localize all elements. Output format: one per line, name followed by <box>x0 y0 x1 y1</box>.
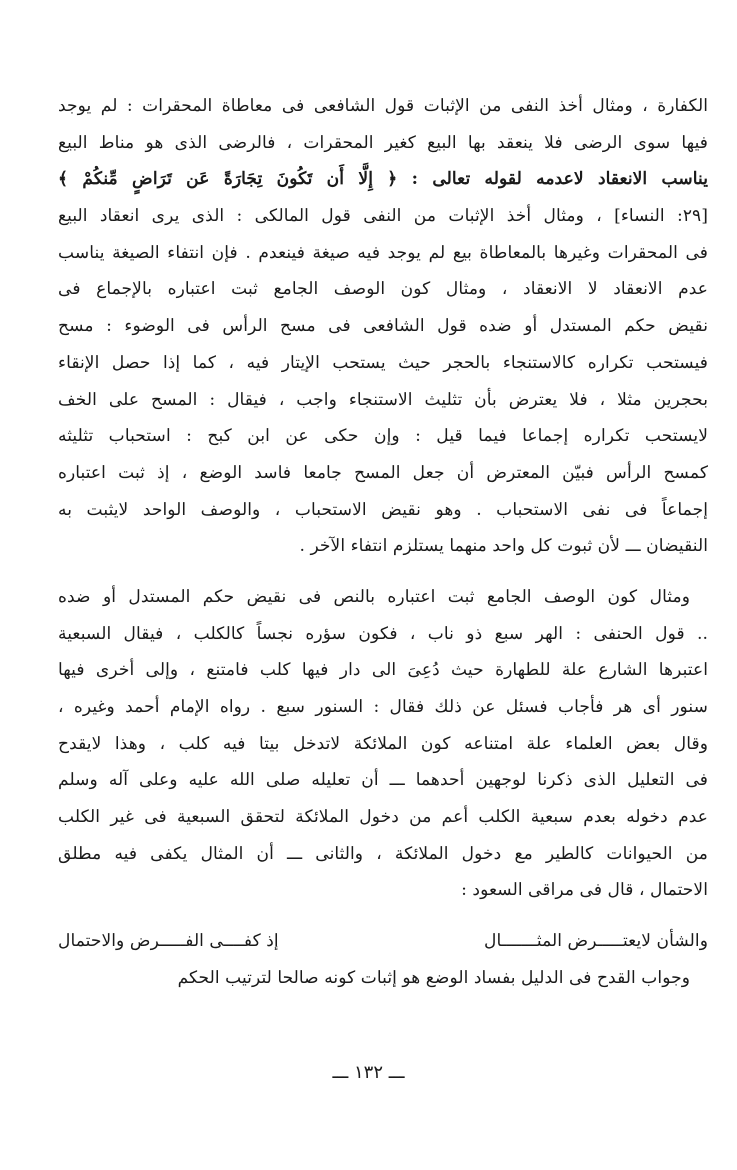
text-line: فى التعليل الذى ذكرنا لوجهين أحدهما ـــ أن تعليله صلى الله عليه وعلى آله وسلم <box>58 770 708 791</box>
text-line: الكفارة ، ومثال أخذ النفى من الإثبات قول الشافعى فى معاطاة المحقرات : لم يوجد <box>58 96 708 116</box>
text-line: الاحتمال ، قال فى مراقى السعود : <box>461 880 708 901</box>
text-line: وقال بعض العلماء علة امتناعه كون الملائكة لاتدخل بيتا فيه كلب ، وهذا لايقدح <box>58 733 708 754</box>
page-body <box>58 88 708 1098</box>
text-line: نقيض حكم المستدل أو ضده قول الشافعى فى مسح الرأس فى الوضوء : مسح <box>58 316 708 337</box>
paragraph-gap <box>58 565 708 579</box>
text-line: ومثال كون الوصف الجامع ثبت اعتباره بالنص فى نقيض حكم المستدل أو ضده <box>58 586 690 607</box>
text-line: لايستحب تكراره إجماعا فيما قيل : وإن حكى عن ابن كبح : استحباب تثليثه <box>58 426 708 447</box>
verse-first-hemistich: والشأن لايعتـــــرض المثـــــــال <box>483 931 708 952</box>
page-number: ـــ ١٣٢ ـــ <box>332 1062 405 1083</box>
text-line: فيها سوى الرضى فلا ينعقد بها البيع كغير المحقرات ، فالرضى الذى هو مناط البيع <box>58 132 708 153</box>
closing-line: وجواب القدح فى الدليل بفساد الوضع هو إثبات كونه صالحا لترتيب الحكم <box>177 967 690 988</box>
paragraph-gap <box>58 909 708 923</box>
text-line: اعتبرها الشارع علة للطهارة حيث دُعِىَ الى دار فيها كلب فامتنع ، وإلى أخرى فيها <box>58 660 708 681</box>
text-line: فيستحب تكراره كالاستنجاء بالحجر حيث يستحب الإيتار فيه ، كما إذا حصل الإنقاء <box>58 352 708 373</box>
paragraph-2 <box>58 579 708 909</box>
text-line: إجماعاً فى نفى الاستحباب . وهو نقيض الاستحباب ، والوصف الواحد لايثبت به <box>58 499 708 520</box>
text-line: .. قول الحنفى : الهر سبع ذو ناب ، فكون سؤره نجساً كالكلب ، فيقال السبعية <box>58 623 708 644</box>
text-line: عدم الانعقاد لا الانعقاد ، ومثال كون الوصف الجامع ثبت اعتباره بالإجماع فى <box>58 279 708 300</box>
paragraph-1 <box>58 88 708 565</box>
text-line: عدم دخوله بعدم سبعية الكلب أعم من دخول الملائكة لتحقق السبعية فى غير الكلب <box>58 807 708 828</box>
text-line: [٢٩: النساء] ، ومثال أخذ الإثبات من النفى قول المالكى : الذى يرى انعقاد البيع <box>58 206 708 227</box>
text-line: سنور أى هر فأجاب فسئل عن ذلك فقال : السنور سبع . رواه الإمام أحمد وغيره ، <box>58 697 708 717</box>
text-line: بحجرين مثلا ، فلا يعترض بأن تثليث الاستنجاء واجب ، فيقال : المسح على الخف <box>58 389 708 410</box>
verse-second-hemistich: إذ كفــــى الفـــــرض والاحتمال <box>58 931 279 952</box>
text-line: فى المحقرات وغيرها بالمعاطاة بيع لم يوجد فيه صيغة فينعدم . فإن انتفاء الصيغة يناسب <box>58 242 708 263</box>
text-line: النقيضان ـــ لأن ثبوت كل واحد منهما يستلزم انتفاء الآخر . <box>299 536 708 557</box>
poetry-verse <box>58 923 708 960</box>
quran-verse-line: يناسب الانعقاد لاعدمه لقوله تعالى : ﴿ إِلَّا أَن تَكُونَ تِجَارَةً عَن تَرَاضٍ مِّنكُمْ ﴾ <box>58 169 708 190</box>
text-line: كمسح الرأس فبيّن المعترض أن جعل المسح جامعا فاسد الوضع ، إذ ثبت اعتباره <box>58 462 708 483</box>
text-line: من الحيوانات كالطير مع دخول الملائكة ، والثانى ـــ أن المثال يكفى فيه مطلق <box>58 843 708 864</box>
